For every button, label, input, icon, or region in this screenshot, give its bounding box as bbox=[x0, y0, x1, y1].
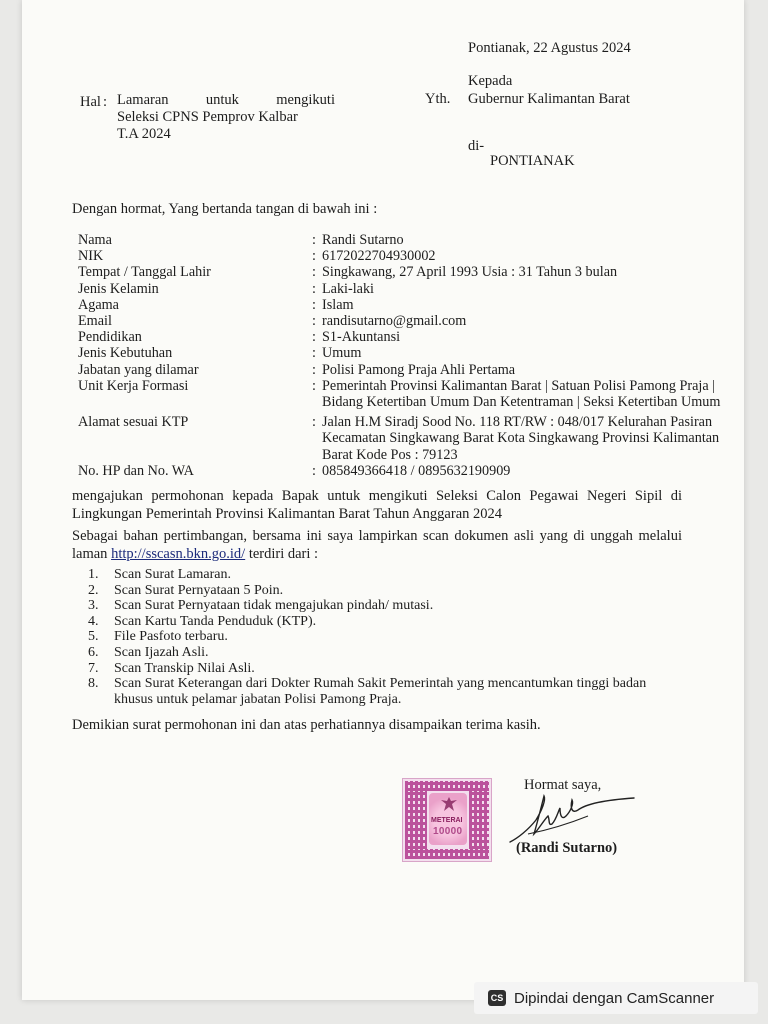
applicant-table bbox=[78, 232, 738, 479]
attachment-intro bbox=[72, 527, 682, 563]
attachment-text: Scan Surat Keterangan dari Dokter Rumah Sakit Pemerintah yang mencantumkan tinggi badan khusus untuk pelamar jabatan Polisi Pamong Praja. bbox=[114, 676, 647, 707]
applicant-field-colon: : bbox=[312, 361, 316, 378]
attachment-number: 2. bbox=[88, 582, 99, 598]
attachment-item bbox=[88, 614, 688, 630]
applicant-field-colon: : bbox=[312, 377, 316, 394]
di-label: di- bbox=[468, 138, 485, 154]
applicant-field-label: NIK bbox=[78, 248, 104, 265]
applicant-field-value: Jalan H.M Siradj Sood No. 118 RT/RW : 048/017 Kelurahan Pasiran Kecamatan Singkawang Barat Kota Singkawang Provinsi Kalimantan Barat Kode Pos : 79123 bbox=[322, 414, 720, 463]
applicant-field-value: Umum bbox=[322, 345, 362, 362]
attachment-item bbox=[88, 567, 688, 583]
applicant-row bbox=[78, 362, 738, 378]
attachment-number: 4. bbox=[88, 613, 99, 629]
applicant-field-value: randisutarno@gmail.com bbox=[322, 313, 467, 330]
attachment-text: Scan Transkip Nilai Asli. bbox=[114, 660, 255, 676]
applicant-row bbox=[78, 281, 738, 297]
closing-paragraph: Demikian surat permohonan ini dan atas perhatiannya disampaikan terima kasih. bbox=[72, 717, 541, 733]
applicant-row bbox=[78, 414, 738, 463]
applicant-field-value: Pemerintah Provinsi Kalimantan Barat | Satuan Polisi Pamong Praja | Bidang Ketertiban Umum Dan Ketentraman | Seksi Ketertiban Umum bbox=[322, 377, 721, 411]
applicant-row bbox=[78, 378, 738, 410]
camscanner-badge bbox=[474, 982, 758, 1014]
applicant-row bbox=[78, 345, 738, 361]
subject-colon: : bbox=[103, 94, 108, 110]
applicant-field-label: No. HP dan No. WA bbox=[78, 462, 194, 479]
applicant-field-colon: : bbox=[312, 280, 316, 297]
applicant-field-colon: : bbox=[312, 414, 316, 431]
camscanner-label: Dipindai dengan CamScanner bbox=[514, 989, 715, 1007]
applicant-field-value: Singkawang, 27 April 1993 Usia : 31 Tahun 3 bulan bbox=[322, 264, 618, 281]
attachment-text: Scan Surat Pernyataan 5 Poin. bbox=[114, 582, 284, 598]
sscasn-link[interactable]: http://sscasn.bkn.go.id/ bbox=[111, 546, 246, 562]
garuda-icon bbox=[439, 795, 459, 815]
applicant-field-label: Pendidikan bbox=[78, 329, 142, 346]
meterai-stamp bbox=[402, 778, 492, 862]
to-label: Kepada bbox=[468, 73, 513, 89]
applicant-field-label: Jenis Kelamin bbox=[78, 280, 159, 297]
applicant-field-colon: : bbox=[312, 462, 316, 479]
applicant-field-label: Agama bbox=[78, 296, 119, 313]
attachment-text: Scan Surat Pernyataan tidak mengajukan pindah/ mutasi. bbox=[114, 598, 434, 614]
applicant-row bbox=[78, 463, 738, 479]
attachment-item bbox=[88, 676, 688, 707]
applicant-field-label: Unit Kerja Formasi bbox=[78, 377, 189, 394]
applicant-field-label: Jenis Kebutuhan bbox=[78, 345, 173, 362]
request-paragraph: mengajukan permohonan kepada Bapak untuk mengikuti Seleksi Calon Pegawai Negeri Sipil di Lingkungan Pemerintah Provinsi Kalimantan Barat Tahun Anggaran 2024 bbox=[72, 488, 682, 522]
attachment-number: 7. bbox=[88, 660, 99, 676]
greeting: Dengan hormat, Yang bertanda tangan di bawah ini : bbox=[72, 201, 378, 217]
applicant-row bbox=[78, 248, 738, 264]
applicant-field-label: Tempat / Tanggal Lahir bbox=[78, 264, 211, 281]
applicant-field-colon: : bbox=[312, 248, 316, 265]
attachment-number: 6. bbox=[88, 644, 99, 660]
applicant-field-colon: : bbox=[312, 232, 316, 248]
applicant-field-value: Islam bbox=[322, 296, 354, 313]
applicant-field-colon: : bbox=[312, 296, 316, 313]
applicant-field-colon: : bbox=[312, 313, 316, 330]
yth-label: Yth. bbox=[425, 91, 451, 107]
applicant-field-value: S1-Akuntansi bbox=[322, 329, 401, 346]
attachment-item bbox=[88, 661, 688, 677]
applicant-field-value: 6172022704930002 bbox=[322, 248, 436, 265]
attachment-intro-end: terdiri dari : bbox=[245, 546, 319, 562]
attachment-item bbox=[88, 629, 688, 645]
applicant-field-colon: : bbox=[312, 345, 316, 362]
attachment-item bbox=[88, 645, 688, 661]
attachment-text: Scan Kartu Tanda Penduduk (KTP). bbox=[114, 613, 317, 629]
applicant-field-label: Nama bbox=[78, 232, 112, 248]
applicant-row bbox=[78, 297, 738, 313]
applicant-field-label: Alamat sesuai KTP bbox=[78, 414, 189, 431]
subject-label: Hal bbox=[80, 94, 101, 110]
signature-salutation: Hormat saya, bbox=[524, 777, 602, 793]
applicant-row bbox=[78, 264, 738, 280]
applicant-field-label: Jabatan yang dilamar bbox=[78, 361, 199, 378]
attachment-intro-text: Sebagai bahan pertimbangan, bersama ini saya lampirkan scan dokumen asli yang di unggah melalui laman bbox=[72, 528, 682, 562]
attachment-item bbox=[88, 583, 688, 599]
applicant-row bbox=[78, 232, 738, 248]
subject-line-1: Lamaran untuk mengikuti bbox=[117, 92, 335, 108]
applicant-field-colon: : bbox=[312, 329, 316, 346]
place-date: Pontianak, 22 Agustus 2024 bbox=[468, 40, 631, 56]
applicant-field-value: 085849366418 / 0895632190909 bbox=[322, 462, 511, 479]
camscanner-icon: CS bbox=[488, 990, 506, 1006]
attachment-text: Scan Surat Lamaran. bbox=[114, 567, 232, 582]
attachment-number: 3. bbox=[88, 598, 99, 614]
applicant-field-colon: : bbox=[312, 264, 316, 281]
signature-name: (Randi Sutarno) bbox=[516, 840, 618, 856]
attachment-text: File Pasfoto terbaru. bbox=[114, 629, 228, 645]
applicant-field-value: Randi Sutarno bbox=[322, 232, 404, 248]
attachment-text: Scan Ijazah Asli. bbox=[114, 644, 209, 660]
meterai-value: 10000 bbox=[433, 826, 463, 837]
meterai-label: METERAI bbox=[431, 817, 463, 824]
attachment-number: 5. bbox=[88, 629, 99, 645]
applicant-field-label: Email bbox=[78, 313, 112, 330]
recipient: Gubernur Kalimantan Barat bbox=[468, 91, 630, 107]
subject-line-3: T.A 2024 bbox=[117, 126, 171, 142]
applicant-field-value: Laki-laki bbox=[322, 280, 374, 297]
attachment-number: 8. bbox=[88, 676, 99, 692]
applicant-row bbox=[78, 313, 738, 329]
applicant-field-value: Polisi Pamong Praja Ahli Pertama bbox=[322, 361, 516, 378]
subject-line-2: Seleksi CPNS Pemprov Kalbar bbox=[117, 109, 298, 125]
applicant-row bbox=[78, 329, 738, 345]
attachment-list bbox=[88, 567, 688, 707]
attachment-item bbox=[88, 598, 688, 614]
attachment-number: 1. bbox=[88, 567, 99, 582]
destination-city: PONTIANAK bbox=[490, 153, 575, 169]
